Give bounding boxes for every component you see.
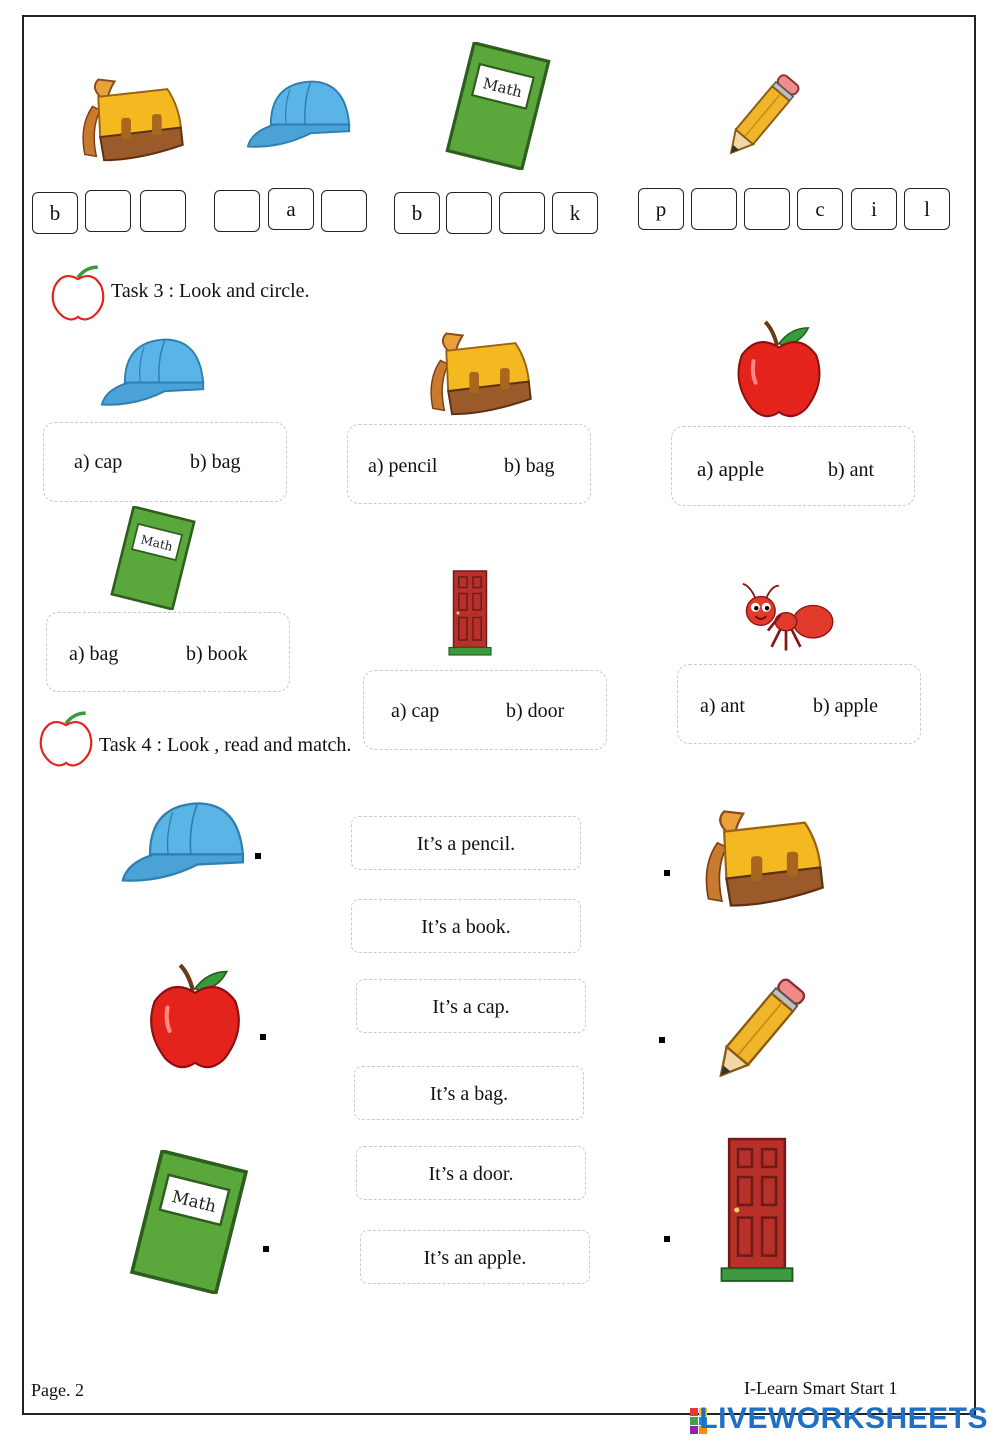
option-b[interactable]: b) apple bbox=[813, 695, 878, 717]
letter-box-blank[interactable] bbox=[140, 190, 186, 232]
match-dot-right[interactable] bbox=[659, 1037, 665, 1043]
option-a[interactable]: a) bag bbox=[69, 643, 119, 665]
book-icon bbox=[126, 1150, 252, 1294]
cap-icon bbox=[242, 72, 357, 158]
answer-options-box bbox=[363, 670, 607, 750]
match-dot-left[interactable] bbox=[255, 853, 261, 859]
letter-box-blank[interactable] bbox=[321, 190, 367, 232]
sentence-box[interactable]: It’s a cap. bbox=[356, 979, 586, 1033]
apple-bullet-icon bbox=[48, 260, 108, 324]
match-dot-right[interactable] bbox=[664, 1236, 670, 1242]
letter-box-given: l bbox=[904, 188, 950, 230]
sentence-box[interactable]: It’s a bag. bbox=[354, 1066, 584, 1120]
pencil-icon bbox=[710, 64, 814, 168]
cap-icon bbox=[96, 330, 211, 416]
option-a[interactable]: a) cap bbox=[74, 451, 123, 473]
bag-icon bbox=[690, 798, 830, 910]
task3-title: Task 3 : Look and circle. bbox=[111, 280, 310, 302]
option-a[interactable]: a) apple bbox=[697, 457, 765, 481]
book-icon bbox=[100, 506, 206, 610]
letter-box-given: a bbox=[268, 188, 314, 230]
letter-box-blank[interactable] bbox=[691, 188, 737, 230]
match-dot-right[interactable] bbox=[664, 870, 670, 876]
sentence-box[interactable]: It’s a door. bbox=[356, 1146, 586, 1200]
door-icon bbox=[440, 568, 500, 658]
sentence-box[interactable]: It’s an apple. bbox=[360, 1230, 590, 1284]
answer-options-box bbox=[43, 422, 287, 502]
apple-icon bbox=[730, 314, 828, 422]
letter-box-given: c bbox=[797, 188, 843, 230]
answer-options-box bbox=[347, 424, 591, 504]
option-a[interactable]: a) cap bbox=[391, 700, 440, 722]
liveworksheets-brand[interactable]: LIVEWORKSHEETS bbox=[699, 1402, 988, 1435]
apple-icon bbox=[142, 956, 248, 1074]
option-a[interactable]: a) pencil bbox=[368, 455, 438, 477]
answer-options-box bbox=[671, 426, 915, 506]
door-icon bbox=[712, 1134, 802, 1286]
bag-icon bbox=[66, 68, 192, 164]
answer-options-box bbox=[677, 664, 921, 744]
pencil-icon bbox=[700, 966, 818, 1094]
cap-icon bbox=[116, 792, 252, 894]
book-title: I-Learn Smart Start 1 bbox=[744, 1378, 898, 1398]
task4-title: Task 4 : Look , read and match. bbox=[99, 734, 352, 756]
letter-box-given: b bbox=[32, 192, 78, 234]
letter-box-blank[interactable] bbox=[499, 192, 545, 234]
letter-box-given: p bbox=[638, 188, 684, 230]
page-number: Page. 2 bbox=[31, 1380, 84, 1400]
letter-box-blank[interactable] bbox=[744, 188, 790, 230]
option-b[interactable]: b) door bbox=[506, 700, 565, 722]
answer-options-box bbox=[46, 612, 290, 692]
letter-box-blank[interactable] bbox=[446, 192, 492, 234]
letter-box-blank[interactable] bbox=[214, 190, 260, 232]
option-b[interactable]: b) bag bbox=[504, 455, 555, 477]
sentence-box[interactable]: It’s a book. bbox=[351, 899, 581, 953]
letter-box-given: k bbox=[552, 192, 598, 234]
ant-icon bbox=[732, 578, 840, 660]
bag-icon bbox=[414, 322, 540, 418]
match-dot-left[interactable] bbox=[260, 1034, 266, 1040]
sentence-box[interactable]: It’s a pencil. bbox=[351, 816, 581, 870]
option-b[interactable]: b) ant bbox=[828, 459, 875, 481]
book-icon bbox=[438, 42, 558, 170]
option-a[interactable]: a) ant bbox=[700, 695, 745, 717]
apple-bullet-icon bbox=[36, 706, 96, 770]
option-b[interactable]: b) bag bbox=[190, 451, 241, 473]
letter-box-blank[interactable] bbox=[85, 190, 131, 232]
option-b[interactable]: b) book bbox=[186, 643, 248, 665]
letter-box-given: b bbox=[394, 192, 440, 234]
letter-box-given: i bbox=[851, 188, 897, 230]
match-dot-left[interactable] bbox=[263, 1246, 269, 1252]
